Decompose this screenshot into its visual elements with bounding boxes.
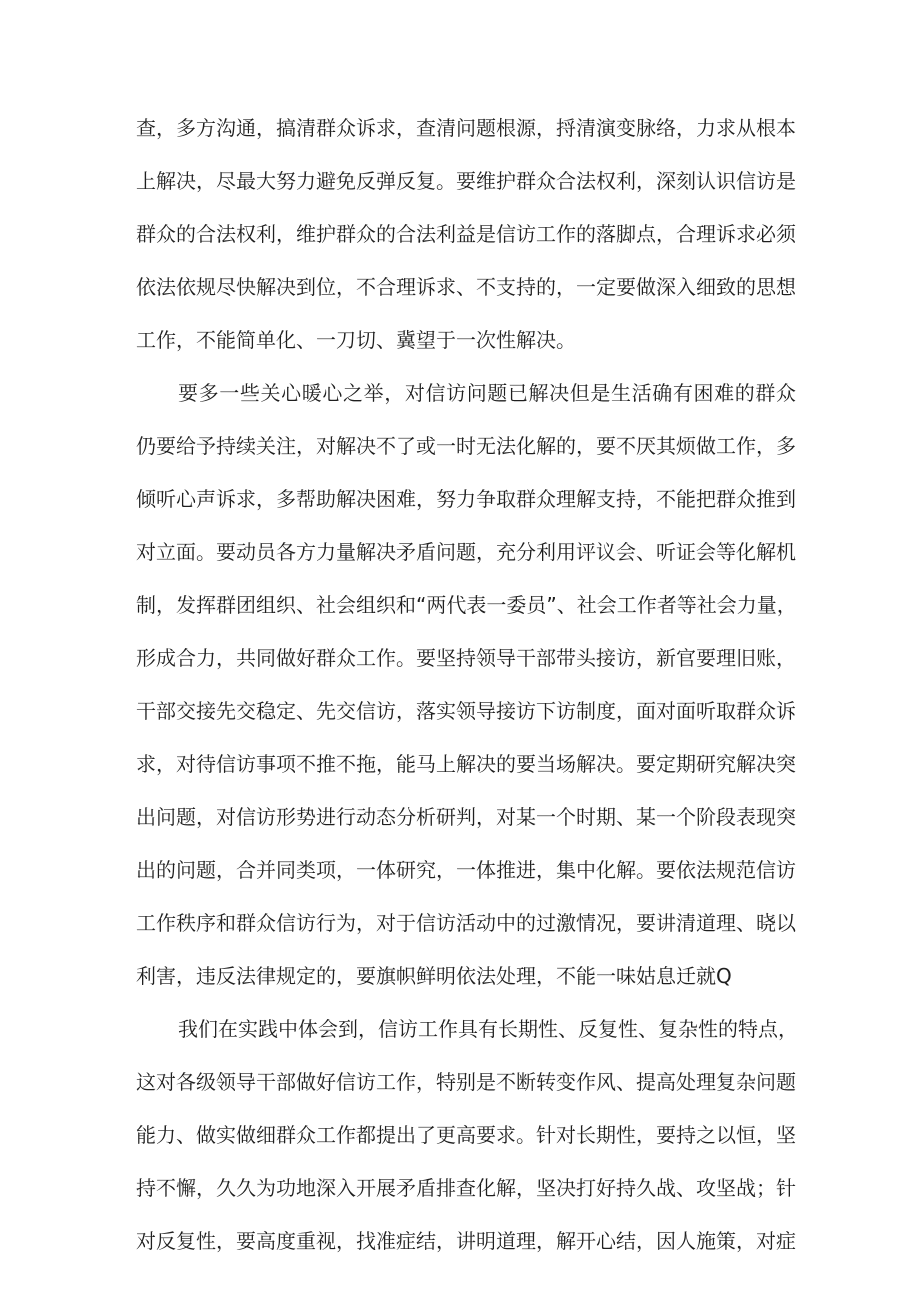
- text-line: 对立面。要动员各方力量解决矛盾问题，充分利用评议会、听证会等化解机: [136, 540, 796, 564]
- text-line: 持不懈，久久为功地深入开展矛盾排查化解，坚决打好持久战、攻坚战；针: [136, 1176, 796, 1200]
- text-line: 出问题，对信访形势进行动态分析研判，对某一个时期、某一个阶段表现突: [136, 805, 796, 829]
- text-line: 上解决，尽最大努力避免反弹反复。要维护群众合法权利，深刻认识信访是: [136, 169, 796, 193]
- text-line: 形成合力，共同做好群众工作。要坚持领导干部带头接访，新官要理旧账，: [136, 646, 796, 670]
- text-line: 工作秩序和群众信访行为，对于信访活动中的过激情况，要讲清道理、晓以: [136, 911, 796, 935]
- text-line: 制，发挥群团组织、社会组织和“两代表一委员”、社会工作者等社会力量，: [136, 593, 797, 617]
- text-line: 仍要给予持续关注，对解决不了或一时无法化解的，要不厌其烦做工作，多: [136, 434, 796, 458]
- text-line: 这对各级领导干部做好信访工作，特别是不断转变作风、提高处理复杂问题: [136, 1070, 796, 1094]
- text-line: 对反复性，要高度重视，找准症结，讲明道理，解开心结，因人施策，对症: [136, 1229, 796, 1253]
- text-line: 利害，违反法律规定的，要旗帜鲜明依法处理，不能一味姑息迁就Q: [136, 964, 732, 988]
- paragraph-first-line: 我们在实践中体会到，信访工作具有长期性、反复性、复杂性的特点，: [178, 1017, 798, 1041]
- paragraph-first-line: 要多一些关心暖心之举，对信访问题已解决但是生活确有困难的群众: [178, 381, 796, 405]
- text-line: 求，对待信访事项不推不拖，能马上解决的要当场解决。要定期研究解决突: [136, 752, 796, 776]
- text-line: 能力、做实做细群众工作都提出了更高要求。针对长期性，要持之以恒，坚: [136, 1123, 796, 1147]
- text-line: 工作，不能简单化、一刀切、冀望于一次性解决。: [136, 328, 576, 352]
- text-line: 干部交接先交稳定、先交信访，落实领导接访下访制度，面对面听取群众诉: [136, 699, 796, 723]
- text-line: 倾听心声诉求，多帮助解决困难，努力争取群众理解支持，不能把群众推到: [136, 487, 796, 511]
- text-line: 查，多方沟通，搞清群众诉求，查清问题根源，捋清演变脉络，力求从根本: [136, 116, 796, 140]
- text-line: 群众的合法权利，维护群众的合法利益是信访工作的落脚点，合理诉求必须: [136, 222, 796, 246]
- text-line: 依法依规尽快解决到位，不合理诉求、不支持的，一定要做深入细致的思想: [136, 275, 796, 299]
- text-line: 出的问题，合并同类项，一体研究，一体推进，集中化解。要依法规范信访: [136, 858, 796, 882]
